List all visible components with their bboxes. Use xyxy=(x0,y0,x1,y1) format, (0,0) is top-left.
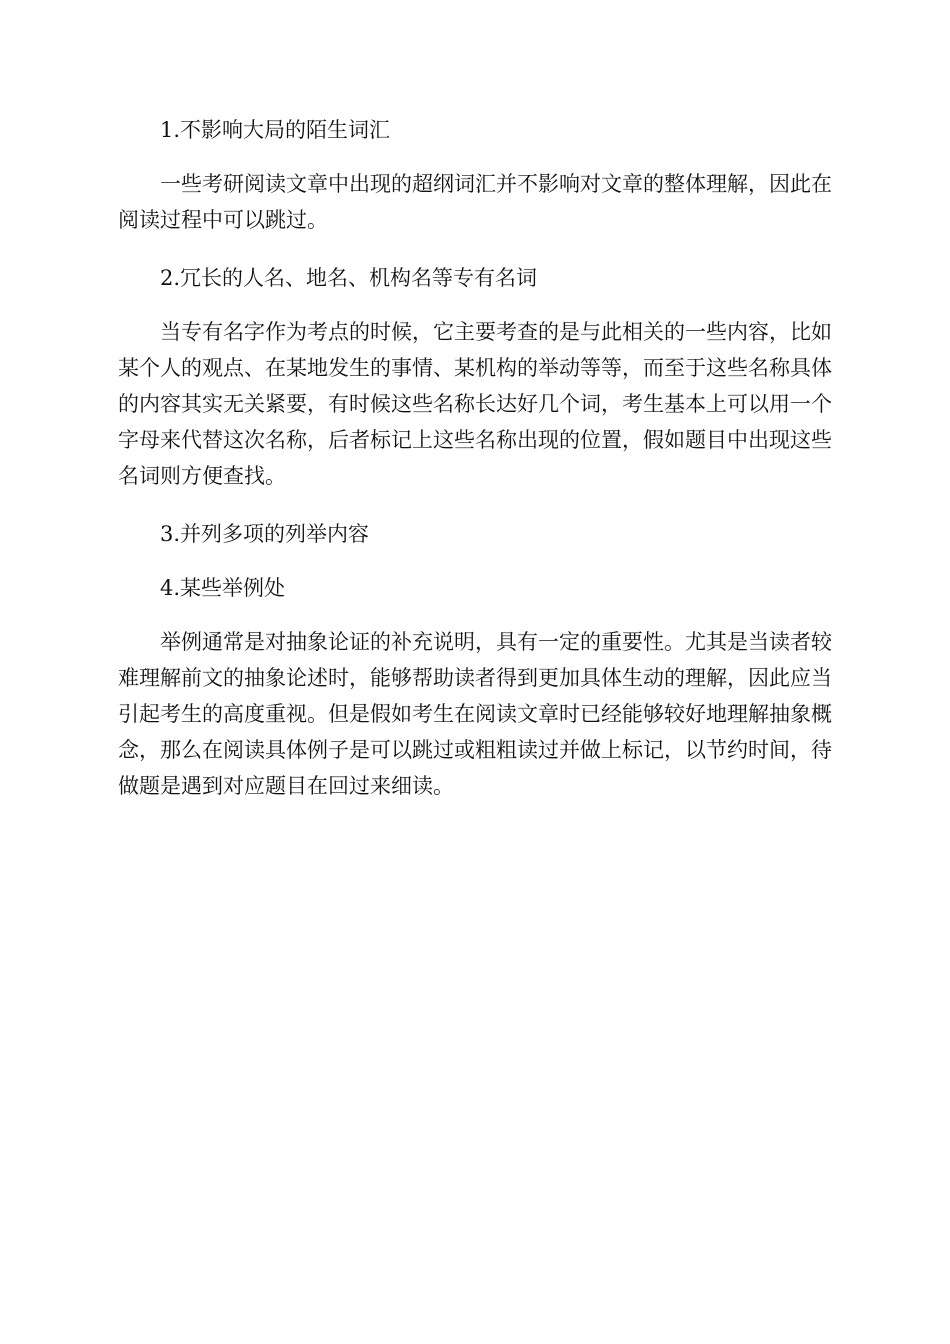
section-heading-3: 3.并列多项的列举内容 xyxy=(160,522,370,546)
section-heading-2: 2.冗长的人名、地名、机构名等专有名词 xyxy=(160,266,538,290)
section-heading-1: 1.不影响大局的陌生词汇 xyxy=(160,118,391,142)
paragraph-2: 当专有名字作为考点的时候，它主要考查的是与此相关的一些内容，比如某个人的观点、在某地发生的事情、某机构的举动等等，而至于这些名称具体的内容其实无关紧要，有时候这些名称长达好几个词，考生基本上可以用一个字母来代替这次名称，后者标记上这些名称出现的位置，假如题目中出现这些名词则方便查找。 xyxy=(118,320,832,488)
document-body xyxy=(118,112,832,826)
paragraph-3: 举例通常是对抽象论证的补充说明，具有一定的重要性。尤其是当读者较难理解前文的抽象论述时，能够帮助读者得到更加具体生动的理解，因此应当引起考生的高度重视。但是假如考生在阅读文章时已经能够较好地理解抽象概念，那么在阅读具体例子是可以跳过或粗粗读过并做上标记，以节约时间，待做题是遇到对应题目在回过来细读。 xyxy=(118,630,832,798)
paragraph-1: 一些考研阅读文章中出现的超纲词汇并不影响对文章的整体理解，因此在阅读过程中可以跳过。 xyxy=(118,172,832,232)
section-heading-4: 4.某些举例处 xyxy=(160,576,286,600)
